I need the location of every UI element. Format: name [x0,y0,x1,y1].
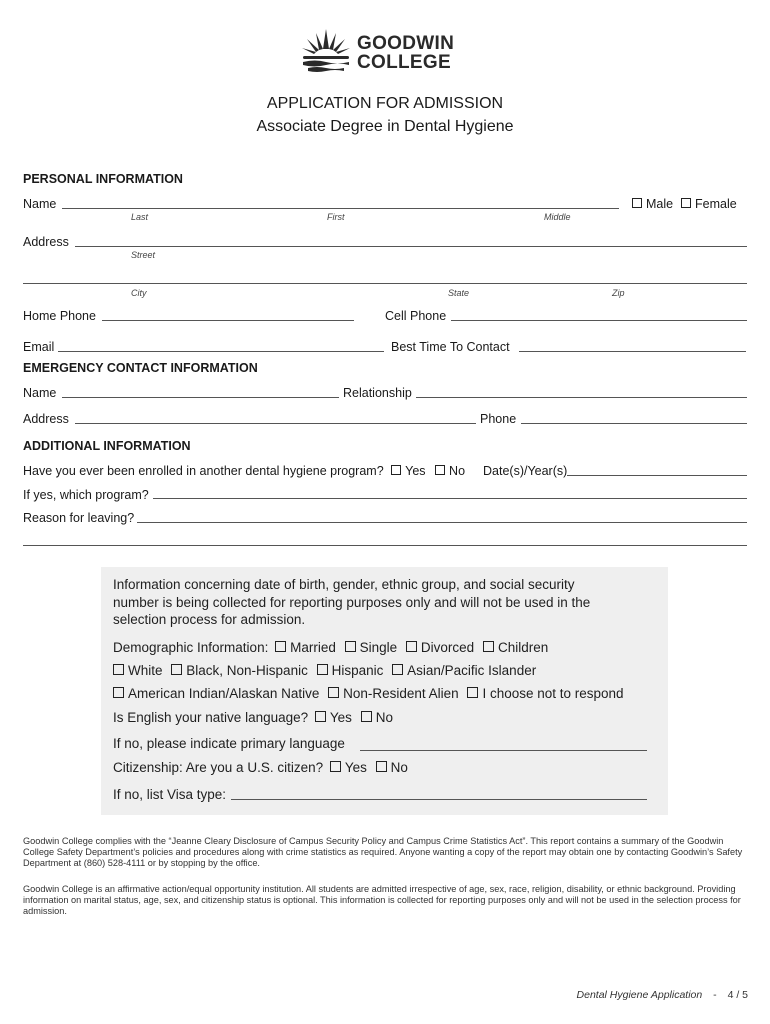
panel-intro-1: Information concerning date of birth, gender, ethnic group, and social security [113,577,575,592]
checkbox-icon[interactable] [376,761,387,772]
male-option[interactable] [632,197,673,211]
personal-info-heading: PERSONAL INFORMATION [23,172,183,186]
visa-field[interactable] [231,799,647,800]
male-label: Male [646,197,674,211]
emergency-address-label: Address [23,412,69,426]
name-label: Name [23,197,57,211]
married-label: Married [290,640,336,655]
equal-opportunity-statement: Goodwin College is an affirmative action/equal opportunity institution. All students are admitted irrespective of age, sex, race, religion, disability, or ethnic background. Providing information on marital status, age, sex, and citizenship status is optional. This information is collected for reporting purposes only and will not be used in the selection process for admission. [23,884,741,917]
which-program-field[interactable] [153,498,747,499]
female-option[interactable] [681,197,737,211]
logo-line-1: GOODWIN [357,33,455,54]
children-label: Children [497,640,549,655]
dates-label: Date(s)/Year(s) [483,464,568,478]
visa-label: If no, list Visa type: [113,787,227,802]
english-no-label: No [375,710,393,725]
emergency-name-label: Name [23,386,57,400]
relationship-label: Relationship [343,386,412,400]
page-number: 4 / 5 [727,989,748,1001]
enrolled-yes-label: Yes [405,464,426,478]
middle-sublabel: Middle [544,212,571,222]
divorced-label: Divorced [420,640,475,655]
citizen-no-label: No [390,760,408,775]
best-time-field[interactable] [519,351,746,352]
english-yes-label: Yes [329,710,352,725]
reason-label: Reason for leaving? [23,511,135,525]
emergency-phone-label: Phone [480,412,517,426]
clery-disclosure: Goodwin College complies with the “Jeanne Cleary Disclosure of Campus Security Policy and Campus Crime Statistics Act”. This report contains a summary of the Goodwin College Safety Department’s policies and procedures along with crime statistics as required. Anyone wanting a copy of the report may obtain one by contacting Goodwin’s Safety Department at (860) 528-4111 or by stopping by the office. [23,836,743,869]
last-sublabel: Last [131,212,149,222]
city-state-zip-field[interactable] [23,283,747,284]
english-question-text: Is English your native language? [113,710,309,725]
checkbox-icon[interactable] [345,641,356,652]
demographic-row-1 [113,640,548,655]
demographic-label: Demographic Information: [113,640,269,655]
checkbox-icon[interactable] [361,711,372,722]
emergency-phone-field[interactable] [521,423,747,424]
cell-phone-label: Cell Phone [385,309,447,323]
reason-field-line-2[interactable] [23,545,747,546]
citizen-question-text: Citizenship: Are you a U.S. citizen? [113,760,324,775]
no-respond-label: I choose not to respond [482,686,624,701]
footer-separator: - [713,989,717,1001]
page-footer [577,989,748,1001]
citizen-question [113,760,408,775]
home-phone-field[interactable] [102,320,354,321]
logo-line-2: COLLEGE [357,52,451,73]
asian-label: Asian/Pacific Islander [407,663,537,678]
name-field[interactable] [62,208,619,209]
enrolled-question-text: Have you ever been enrolled in another dental hygiene program? [23,464,384,478]
enrolled-no-label: No [449,464,466,478]
emergency-heading: EMERGENCY CONTACT INFORMATION [23,361,258,375]
checkbox-icon[interactable] [275,641,286,652]
checkbox-icon[interactable] [681,198,691,208]
checkbox-icon[interactable] [328,687,339,698]
checkbox-icon[interactable] [406,641,417,652]
email-field[interactable] [58,351,384,352]
reason-field[interactable] [137,522,747,523]
home-phone-label: Home Phone [23,309,96,323]
emergency-name-field[interactable] [62,397,339,398]
first-sublabel: First [327,212,345,222]
primary-language-field[interactable] [360,750,647,751]
white-label: White [128,663,163,678]
form-title: APPLICATION FOR ADMISSION [266,95,504,112]
panel-intro-2: number is being collected for reporting purposes only and will not be used in the [113,595,591,610]
emergency-address-field[interactable] [75,423,476,424]
college-logo [300,27,475,75]
city-sublabel: City [131,288,147,298]
address-label: Address [23,235,69,249]
relationship-field[interactable] [416,397,747,398]
citizen-yes-label: Yes [344,760,367,775]
panel-intro-3: selection process for admission. [113,612,306,627]
checkbox-icon[interactable] [467,687,478,698]
street-field[interactable] [75,246,747,247]
checkbox-icon[interactable] [113,687,124,698]
cell-phone-field[interactable] [451,320,747,321]
zip-sublabel: Zip [612,288,625,298]
checkbox-icon[interactable] [632,198,642,208]
checkbox-icon[interactable] [171,664,182,675]
dates-field[interactable] [567,475,747,476]
best-time-label: Best Time To Contact [391,340,510,354]
checkbox-icon[interactable] [315,711,326,722]
checkbox-icon[interactable] [330,761,341,772]
logo-text [357,34,454,72]
english-question [113,710,393,725]
checkbox-icon[interactable] [391,465,401,475]
american-indian-label: American Indian/Alaskan Native [128,686,320,701]
street-sublabel: Street [131,250,156,260]
demographic-row-2 [113,663,536,678]
email-label: Email [23,340,55,354]
checkbox-icon[interactable] [435,465,445,475]
demographic-row-3 [113,686,624,701]
black-label: Black, Non-Hispanic [186,663,308,678]
checkbox-icon[interactable] [392,664,403,675]
checkbox-icon[interactable] [483,641,494,652]
additional-heading: ADDITIONAL INFORMATION [23,439,191,453]
demographic-panel [101,567,668,815]
which-program-label: If yes, which program? [23,488,149,502]
non-resident-label: Non-Resident Alien [343,686,459,701]
hispanic-label: Hispanic [331,663,384,678]
single-label: Single [359,640,398,655]
state-sublabel: State [448,288,470,298]
goodwin-college-logo-icon [300,27,352,75]
enrolled-question [23,464,465,478]
footer-doc-name: Dental Hygiene Application [576,989,703,1001]
form-subtitle: Associate Degree in Dental Hygiene [256,118,514,135]
checkbox-icon[interactable] [317,664,328,675]
checkbox-icon[interactable] [113,664,124,675]
primary-language-label: If no, please indicate primary language [113,736,345,751]
female-label: Female [695,197,737,211]
